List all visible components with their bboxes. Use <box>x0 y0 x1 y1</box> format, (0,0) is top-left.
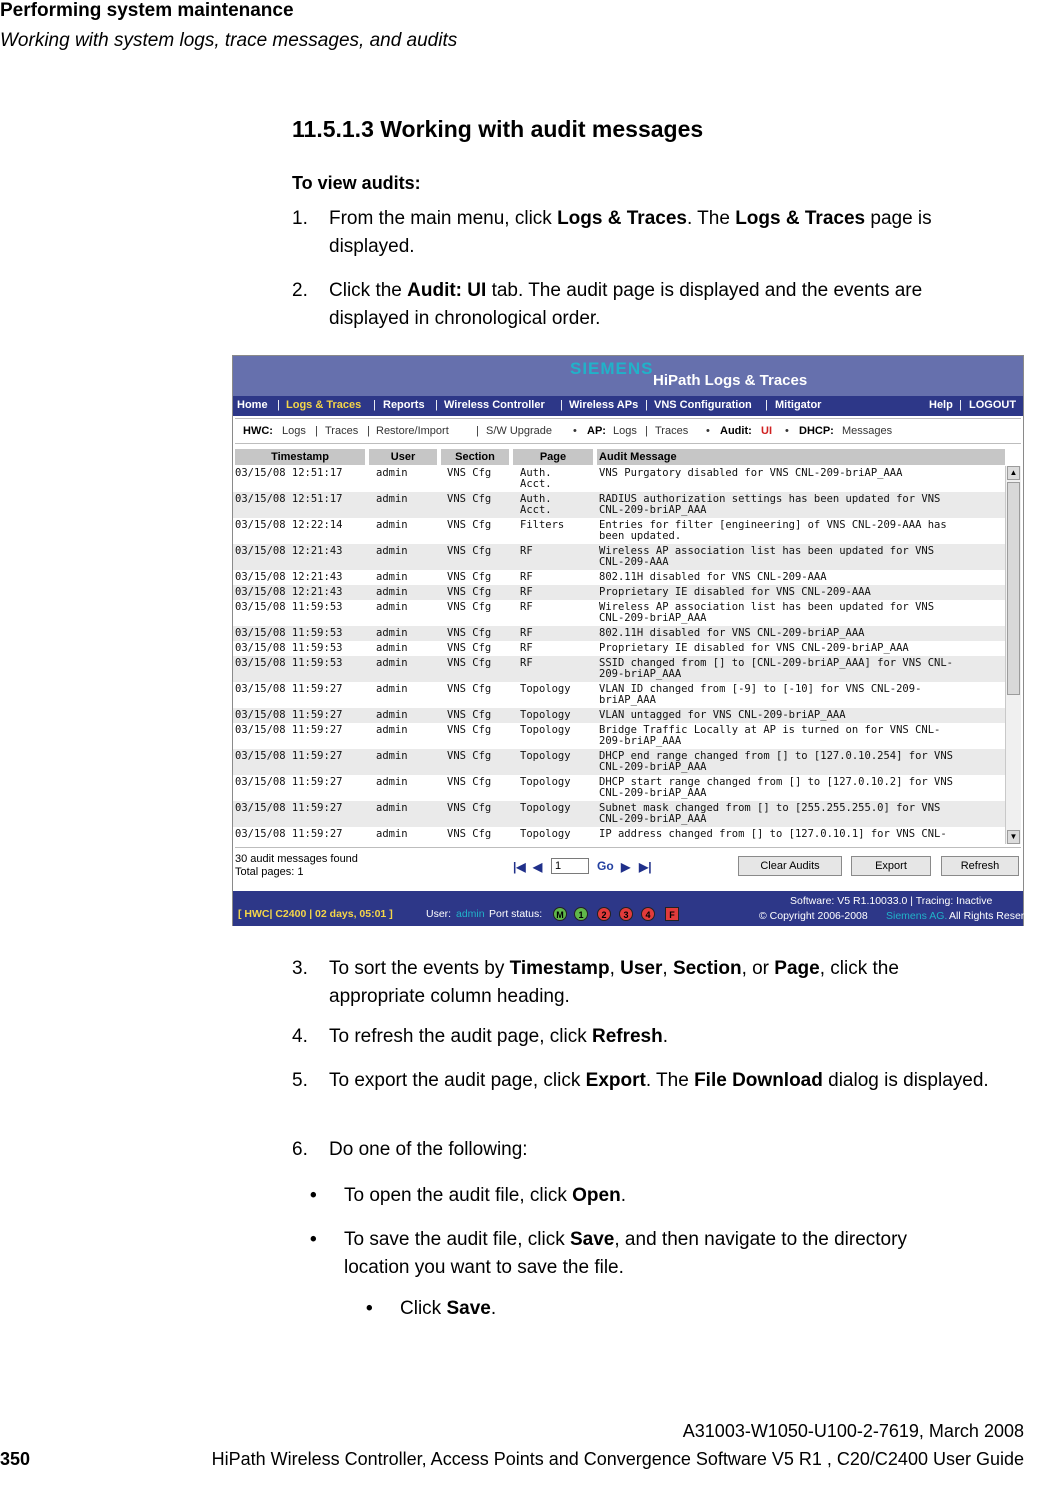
cell-msg: Bridge Traffic Locally at AP is turned on for VNS CNL- 209-briAP_AAA <box>599 724 941 747</box>
cell-msg: Wireless AP association list has been updated for VNS CNL-209-AAA <box>599 545 935 568</box>
table-row <box>233 585 1005 600</box>
cell-section: VNS Cfg <box>447 828 492 840</box>
menu-home[interactable]: Home <box>237 399 268 411</box>
cell-msg: VNS Purgatory disabled for VNS CNL-209-briAP_AAA <box>599 467 903 479</box>
cell-ts: 03/15/08 12:21:43 <box>235 545 343 557</box>
cell-user: admin <box>376 642 408 654</box>
port-3-icon: 3 <box>619 907 633 921</box>
cell-page: Topology <box>520 802 571 814</box>
cell-user: admin <box>376 802 408 814</box>
divider <box>235 847 1021 848</box>
cell-user: admin <box>376 627 408 639</box>
table-row <box>233 656 1005 682</box>
submenu-sw-upgrade[interactable]: S/W Upgrade <box>486 425 553 437</box>
page-number-input[interactable]: 1 <box>551 858 589 874</box>
cell-ts: 03/15/08 11:59:27 <box>235 776 343 788</box>
cell-section: VNS Cfg <box>447 545 492 557</box>
cell-section: VNS Cfg <box>447 724 492 736</box>
menu-logs-traces[interactable]: Logs & Traces <box>286 399 362 411</box>
table-row <box>233 641 1005 656</box>
cell-ts: 03/15/08 11:59:27 <box>235 709 343 721</box>
main-menu: Home | Logs & Traces | Reports | Wireless Controller | Wireless APs | VNS Configuration | Mitigator Help | LOGOUT <box>233 396 1023 416</box>
cell-section: VNS Cfg <box>447 467 492 479</box>
cell-msg: Proprietary IE disabled for VNS CNL-209-AAA <box>599 586 871 598</box>
table-row <box>233 518 1005 544</box>
prev-page-icon[interactable]: ◀ <box>533 860 543 874</box>
table-row <box>233 600 1005 626</box>
total-pages: Total pages: 1 <box>235 866 304 878</box>
submenu-hwc-logs[interactable]: Logs <box>282 425 306 437</box>
col-user[interactable]: User <box>369 449 437 465</box>
cell-ts: 03/15/08 11:59:53 <box>235 642 343 654</box>
cell-section: VNS Cfg <box>447 683 492 695</box>
cell-ts: 03/15/08 11:59:53 <box>235 657 343 669</box>
cell-page: Topology <box>520 750 571 762</box>
cell-page: Auth. Acct. <box>520 467 552 490</box>
audit-screenshot <box>232 355 1044 926</box>
submenu-ap-traces[interactable]: Traces <box>655 425 689 437</box>
scroll-down-icon[interactable]: ▼ <box>1007 830 1020 844</box>
table-row <box>233 626 1005 641</box>
port-m-icon: M <box>553 907 567 921</box>
table-row <box>233 827 1005 842</box>
refresh-button[interactable]: Refresh <box>941 856 1019 876</box>
next-page-icon[interactable]: ▶ <box>621 860 631 874</box>
audit-table <box>233 466 1005 844</box>
table-row <box>233 570 1005 585</box>
procedure-title: To view audits: <box>292 173 421 193</box>
cell-msg: Wireless AP association list has been updated for VNS CNL-209-briAP_AAA <box>599 601 935 624</box>
port-1-icon: 1 <box>574 907 588 921</box>
cell-ts: 03/15/08 11:59:53 <box>235 627 343 639</box>
cell-user: admin <box>376 709 408 721</box>
cell-section: VNS Cfg <box>447 519 492 531</box>
guide-title: HiPath Wireless Controller, Access Points and Convergence Software V5 R1 , C20/C2400 User Guide <box>211 1449 1024 1469</box>
cell-page: RF <box>520 601 533 613</box>
cell-section: VNS Cfg <box>447 586 492 598</box>
cell-section: VNS Cfg <box>447 776 492 788</box>
page-number: 350 <box>0 1449 31 1469</box>
status-bar: [ HWC| C2400 | 02 days, 05:01 ] User: admin Port status: M 1 2 3 4 F Software: V5 R1.10033.0 | Tracing: Inactive © Copyright 2006-2008 Siemens AG. All Rights Reserved. <box>233 891 1023 926</box>
cell-msg: SSID changed from [] to [CNL-209-briAP_AAA] for VNS CNL- 209-briAP_AAA <box>599 657 954 680</box>
menu-wireless-controller[interactable]: Wireless Controller <box>444 399 545 411</box>
cell-page: RF <box>520 642 533 654</box>
table-row <box>233 801 1005 827</box>
submenu-audit-ui[interactable]: UI <box>761 425 772 437</box>
divider <box>235 443 1021 444</box>
cell-page: Filters <box>520 519 565 531</box>
cell-ts: 03/15/08 12:21:43 <box>235 586 343 598</box>
cell-user: admin <box>376 657 408 669</box>
table-scrollbar[interactable] <box>1005 466 1021 844</box>
submenu-dhcp-messages[interactable]: Messages <box>842 425 893 437</box>
cell-section: VNS Cfg <box>447 657 492 669</box>
cell-user: admin <box>376 724 408 736</box>
menu-reports[interactable]: Reports <box>383 399 425 411</box>
cell-ts: 03/15/08 11:59:27 <box>235 802 343 814</box>
clear-audits-button[interactable]: Clear Audits <box>738 856 842 876</box>
submenu-restore-import[interactable]: Restore/Import <box>376 425 449 437</box>
cell-page: RF <box>520 657 533 669</box>
app-title: HiPath Logs & Traces <box>653 372 808 389</box>
cell-ts: 03/15/08 11:59:27 <box>235 750 343 762</box>
cell-ts: 03/15/08 12:51:17 <box>235 467 343 479</box>
cell-ts: 03/15/08 12:21:43 <box>235 571 343 583</box>
scroll-thumb[interactable] <box>1007 482 1020 695</box>
table-row <box>233 492 1005 518</box>
cell-section: VNS Cfg <box>447 709 492 721</box>
table-row <box>233 749 1005 775</box>
scroll-up-icon[interactable]: ▲ <box>1007 466 1020 480</box>
cell-page: RF <box>520 571 533 583</box>
table-row <box>233 466 1005 492</box>
cell-ts: 03/15/08 12:22:14 <box>235 519 343 531</box>
menu-vns-configuration[interactable]: VNS Configuration <box>654 399 752 411</box>
cell-user: admin <box>376 545 408 557</box>
cell-page: RF <box>520 586 533 598</box>
doc-id: A31003-W1050-U100-2-7619, March 2008 <box>682 1421 1024 1441</box>
table-row <box>233 544 1005 570</box>
cell-user: admin <box>376 571 408 583</box>
software-version: Software: V5 R1.10033.0 | Tracing: Inactive <box>790 895 993 907</box>
cell-page: Topology <box>520 683 571 695</box>
divider <box>235 418 1021 419</box>
cell-user: admin <box>376 601 408 613</box>
cell-msg: 802.11H disabled for VNS CNL-209-briAP_AAA <box>599 627 865 639</box>
cell-msg: Proprietary IE disabled for VNS CNL-209-briAP_AAA <box>599 642 909 654</box>
col-section[interactable]: Section <box>441 449 509 465</box>
port-4-icon: 4 <box>641 907 655 921</box>
chapter-title: Performing system maintenance <box>0 0 294 21</box>
cell-msg: IP address changed from [] to [127.0.10.1] for VNS CNL- <box>599 828 947 840</box>
menu-mitigator[interactable]: Mitigator <box>775 399 822 411</box>
cell-user: admin <box>376 519 408 531</box>
cell-page: Topology <box>520 724 571 736</box>
first-page-icon[interactable]: |◀ <box>513 860 526 874</box>
chapter-subtitle: Working with system logs, trace messages, and audits <box>0 30 458 51</box>
table-row <box>233 682 1005 708</box>
cell-user: admin <box>376 586 408 598</box>
cell-user: admin <box>376 683 408 695</box>
user-name: admin <box>456 908 485 920</box>
audit-count: 30 audit messages found <box>235 853 358 865</box>
cell-page: Topology <box>520 709 571 721</box>
cell-msg: DHCP end range changed from [] to [127.0.10.254] for VNS CNL-209-briAP_AAA <box>599 750 954 773</box>
col-timestamp[interactable]: Timestamp <box>235 449 365 465</box>
table-row <box>233 775 1005 801</box>
cell-msg: VLAN untagged for VNS CNL-209-briAP_AAA <box>599 709 846 721</box>
cell-page: RF <box>520 627 533 639</box>
section-heading: 11.5.1.3 Working with audit messages <box>292 116 704 142</box>
port-2-icon: 2 <box>597 907 611 921</box>
cell-page: Auth. Acct. <box>520 493 552 516</box>
submenu-ap-logs[interactable]: Logs <box>613 425 637 437</box>
col-audit-message: Audit Message <box>597 449 1005 465</box>
app-banner <box>233 356 1023 396</box>
last-page-icon[interactable]: ▶| <box>639 860 652 874</box>
table-row <box>233 708 1005 723</box>
cell-page: Topology <box>520 828 571 840</box>
cell-msg: RADIUS authorization settings has been updated for VNS CNL-209-briAP_AAA <box>599 493 941 516</box>
cell-page: RF <box>520 545 533 557</box>
menu-logout[interactable]: LOGOUT <box>969 399 1017 411</box>
cell-ts: 03/15/08 11:59:27 <box>235 724 343 736</box>
cell-user: admin <box>376 467 408 479</box>
cell-section: VNS Cfg <box>447 627 492 639</box>
cell-section: VNS Cfg <box>447 802 492 814</box>
cell-msg: VLAN ID changed from [-9] to [-10] for VNS CNL-209- briAP_AAA <box>599 683 922 706</box>
cell-section: VNS Cfg <box>447 601 492 613</box>
cell-section: VNS Cfg <box>447 493 492 505</box>
cell-msg: Subnet mask changed from [] to [255.255.255.0] for VNS CNL-209-briAP_AAA <box>599 802 941 825</box>
menu-help[interactable]: Help <box>929 399 953 411</box>
submenu-hwc-traces[interactable]: Traces <box>325 425 359 437</box>
cell-ts: 03/15/08 11:59:27 <box>235 828 343 840</box>
cell-ts: 03/15/08 12:51:17 <box>235 493 343 505</box>
cell-section: VNS Cfg <box>447 750 492 762</box>
table-row <box>233 723 1005 749</box>
siemens-logo: SIEMENS <box>570 359 654 378</box>
cell-page: Topology <box>520 776 571 788</box>
go-button[interactable]: Go <box>597 859 614 873</box>
cell-section: VNS Cfg <box>447 642 492 654</box>
cell-msg: DHCP start range changed from [] to [127.0.10.2] for VNS CNL-209-briAP_AAA <box>599 776 954 799</box>
export-button[interactable]: Export <box>851 856 931 876</box>
hwc-status: [ HWC| C2400 | 02 days, 05:01 ] <box>238 908 393 920</box>
col-page[interactable]: Page <box>513 449 593 465</box>
cell-user: admin <box>376 750 408 762</box>
cell-ts: 03/15/08 11:59:27 <box>235 683 343 695</box>
cell-section: VNS Cfg <box>447 571 492 583</box>
cell-msg: 802.11H disabled for VNS CNL-209-AAA <box>599 571 827 583</box>
cell-user: admin <box>376 828 408 840</box>
menu-wireless-aps[interactable]: Wireless APs <box>569 399 639 411</box>
port-f-icon: F <box>665 907 679 921</box>
cell-ts: 03/15/08 11:59:53 <box>235 601 343 613</box>
cell-user: admin <box>376 776 408 788</box>
cell-user: admin <box>376 493 408 505</box>
cell-msg: Entries for filter [engineering] of VNS CNL-209-AAA has been updated. <box>599 519 947 542</box>
sub-menu: HWC: Logs | Traces | Restore/Import | S/W Upgrade • AP: Logs | Traces • Audit: UI • DHCP: Messages <box>243 425 893 437</box>
